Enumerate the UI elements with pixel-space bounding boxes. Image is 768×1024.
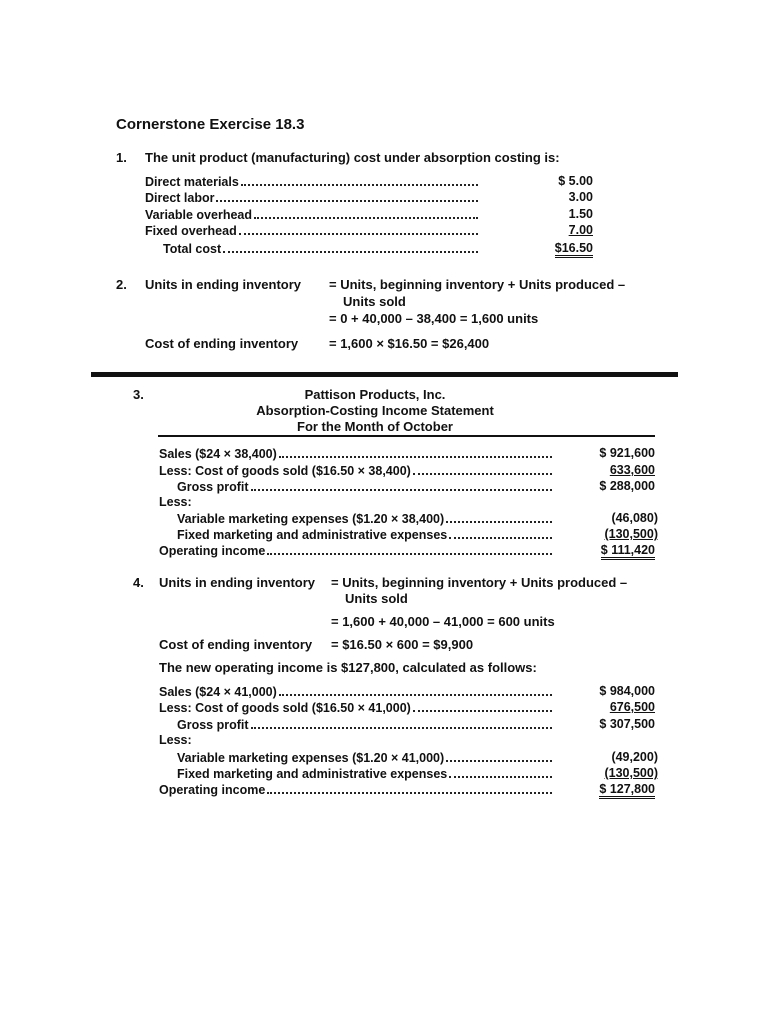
row-label: Operating income	[159, 544, 266, 558]
q4-cost-equation: = $16.50 × 600 = $9,900	[331, 637, 474, 652]
q3-number: 3.	[133, 387, 144, 402]
q3-row-cogs	[159, 462, 552, 478]
q2-equation-result: = 0 + 40,000 – 38,400 = 1,600 units	[329, 311, 539, 326]
row-label: Fixed marketing and administrative expenses	[177, 528, 448, 542]
q2-number: 2.	[116, 277, 127, 292]
row-label: Variable marketing expenses ($1.20 × 41,000)	[177, 751, 445, 765]
row-amount: 3.00	[568, 190, 593, 204]
double-underlined-amount: $ 111,420	[601, 543, 655, 560]
row-label: Operating income	[159, 783, 266, 797]
row-amount: $ 5.00	[558, 174, 593, 188]
double-underlined-amount: $ 127,800	[599, 782, 655, 799]
row-amount: (49,200)	[611, 750, 658, 764]
q4-number: 4.	[133, 575, 144, 590]
q4-equation-result: = 1,600 + 40,000 – 41,000 = 600 units	[331, 614, 555, 629]
row-label: Sales ($24 × 38,400)	[159, 447, 277, 461]
row-amount	[570, 527, 658, 541]
row-amount	[520, 223, 593, 237]
q4-row-operating-income	[159, 781, 552, 797]
row-label: Sales ($24 × 41,000)	[159, 685, 277, 699]
q2-label-units: Units in ending inventory	[145, 277, 302, 292]
q4-equation-line2: Units sold	[345, 591, 408, 606]
row-amount	[520, 241, 593, 255]
underlined-amount: (130,500)	[604, 527, 658, 541]
q2-cost-equation: = 1,600 × $16.50 = $26,400	[329, 336, 490, 351]
underlined-amount: (130,500)	[604, 766, 658, 780]
q4-equation-line1: = Units, beginning inventory + Units produced –	[331, 575, 628, 590]
statement-header-rule	[158, 435, 655, 437]
statement-title: Absorption-Costing Income Statement	[256, 403, 494, 418]
row-amount	[570, 700, 655, 714]
row-label: Direct labor	[145, 191, 215, 205]
section-divider	[91, 372, 678, 377]
row-amount	[570, 543, 655, 557]
row-label: Variable marketing expenses ($1.20 × 38,400)	[177, 512, 445, 526]
row-label: Gross profit	[177, 718, 249, 732]
q3-row-sales	[159, 445, 552, 461]
row-label: Less: Cost of goods sold ($16.50 × 41,000)	[159, 701, 411, 715]
q4-row-gross-profit	[177, 716, 552, 732]
q4-label-units: Units in ending inventory	[159, 575, 316, 590]
q1-text: The unit product (manufacturing) cost under absorption costing is:	[145, 150, 560, 165]
row-label: Direct materials	[145, 175, 239, 189]
q1-row-direct-materials	[145, 173, 478, 189]
row-label: Gross profit	[177, 480, 249, 494]
q2-label-cost: Cost of ending inventory	[145, 336, 299, 351]
q1-row-total-cost	[163, 240, 478, 256]
row-amount: $ 984,000	[599, 684, 655, 698]
q4-row-variable-marketing	[177, 749, 552, 765]
row-amount: (46,080)	[611, 511, 658, 525]
row-amount: $ 307,500	[599, 717, 655, 731]
statement-company: Pattison Products, Inc.	[304, 387, 446, 402]
row-amount: $ 921,600	[599, 446, 655, 460]
row-amount	[570, 782, 655, 796]
underlined-amount: 7.00	[568, 223, 593, 237]
q3-less-label: Less:	[159, 495, 192, 509]
row-label: Less: Cost of goods sold ($16.50 × 38,400)	[159, 464, 411, 478]
q3-row-variable-marketing	[177, 510, 552, 526]
q1-row-direct-labor	[145, 189, 478, 205]
underlined-amount: 633,600	[609, 463, 655, 477]
row-amount	[570, 463, 655, 477]
q4-row-cogs	[159, 699, 552, 715]
q3-row-gross-profit	[177, 478, 552, 494]
q4-intro: The new operating income is $127,800, calculated as follows:	[159, 660, 537, 675]
row-label: Total cost	[163, 242, 222, 256]
q4-less-label: Less:	[159, 733, 192, 747]
q1-row-fixed-overhead	[145, 222, 478, 238]
row-label: Variable overhead	[145, 208, 253, 222]
row-label: Fixed marketing and administrative expenses	[177, 767, 448, 781]
row-label: Fixed overhead	[145, 224, 237, 238]
double-underlined-amount: $16.50	[555, 241, 593, 258]
q1-row-variable-overhead	[145, 206, 478, 222]
q2-equation-line2: Units sold	[343, 294, 406, 309]
q3-row-fixed-marketing	[177, 526, 552, 542]
q4-row-sales	[159, 683, 552, 699]
q3-row-operating-income	[159, 542, 552, 558]
underlined-amount: 676,500	[609, 700, 655, 714]
q1-number: 1.	[116, 150, 127, 165]
row-amount: 1.50	[568, 207, 593, 221]
q2-equation-line1: = Units, beginning inventory + Units produced –	[329, 277, 626, 292]
page-title: Cornerstone Exercise 18.3	[116, 116, 305, 133]
q4-row-fixed-marketing	[177, 765, 552, 781]
row-amount	[570, 766, 658, 780]
q4-label-cost: Cost of ending inventory	[159, 637, 313, 652]
row-amount: $ 288,000	[599, 479, 655, 493]
statement-period: For the Month of October	[297, 419, 453, 434]
